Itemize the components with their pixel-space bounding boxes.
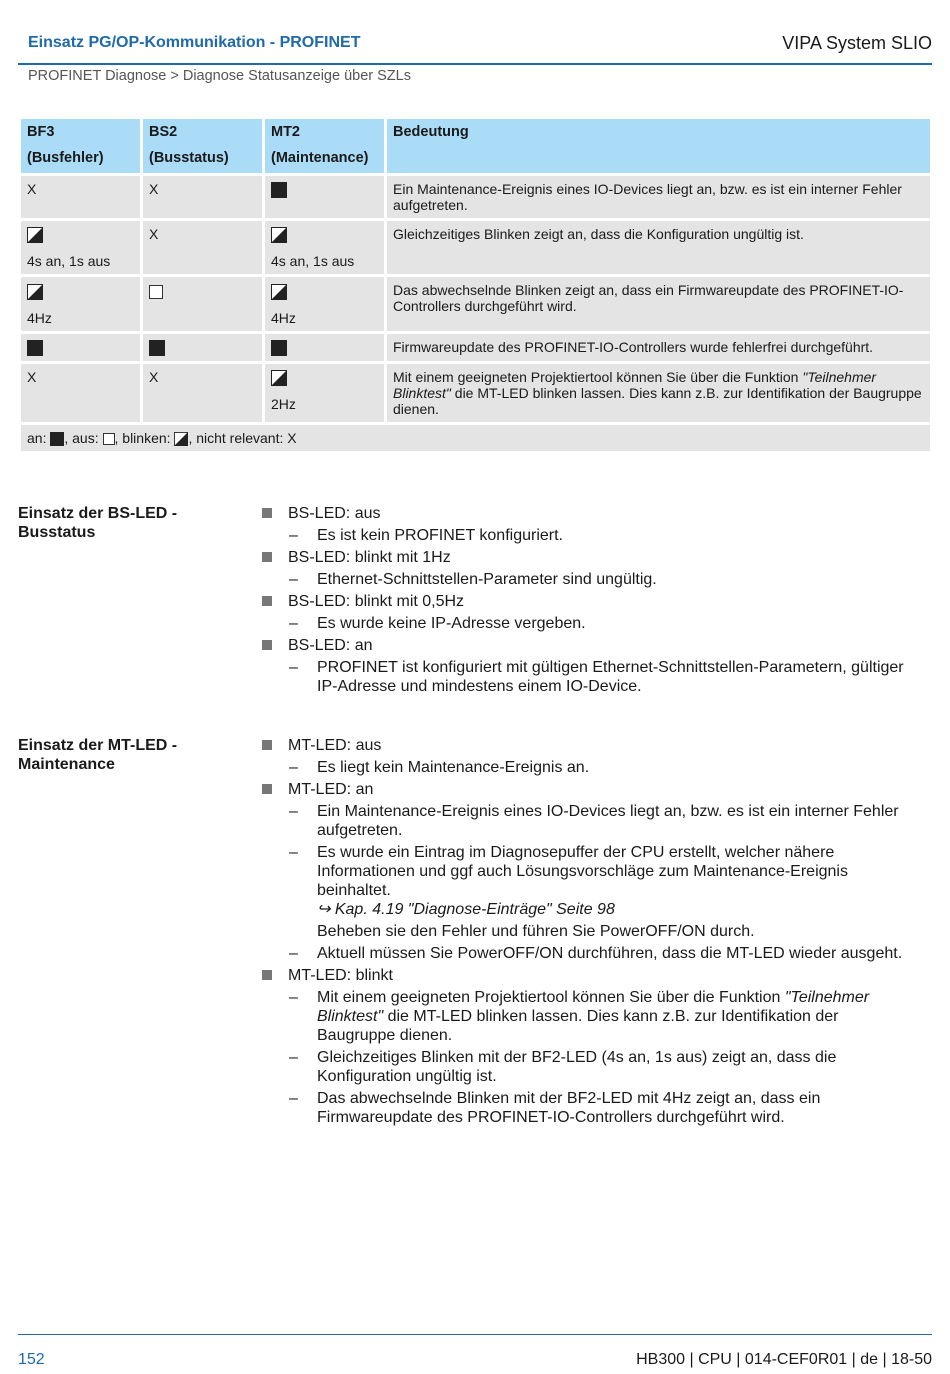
legend-off-label: , aus: bbox=[64, 429, 99, 446]
legend-irrelevant-label: , nicht relevant: X bbox=[188, 429, 297, 446]
blink-frequency: 4Hz bbox=[271, 309, 296, 326]
section-body bbox=[260, 504, 920, 699]
cross-reference-text: Kap. 4.19 "Diagnose-Einträge" Seite 98 bbox=[334, 901, 615, 918]
led-on-icon bbox=[271, 182, 287, 198]
table-row bbox=[21, 364, 930, 422]
document-id: HB300 | CPU | 014-CEF0R01 | de | 18-50 bbox=[636, 1351, 932, 1368]
cell-bf3 bbox=[21, 221, 140, 274]
breadcrumb: PROFINET Diagnose > Diagnose Statusanzeige über SZLs bbox=[28, 68, 411, 84]
led-blink-icon bbox=[271, 227, 287, 243]
table-row bbox=[21, 176, 930, 218]
blink-frequency: 4s an, 1s aus bbox=[271, 253, 355, 270]
led-on-icon bbox=[27, 340, 43, 356]
cell-bs2: X bbox=[143, 364, 262, 422]
col-header-bs2: BS2 (Busstatus) bbox=[143, 119, 262, 173]
list-subitem: – Es wurde keine IP-Adresse vergeben. bbox=[260, 614, 920, 633]
list-item: MT-LED: aus bbox=[260, 736, 920, 755]
list-item: MT-LED: an bbox=[260, 780, 920, 799]
meaning-text: Mit einem geeigneten Projektiertool können Sie über die Funktion bbox=[393, 368, 803, 385]
list-item: BS-LED: an bbox=[260, 636, 920, 655]
list-subitem: – Es liegt kein Maintenance-Ereignis an. bbox=[260, 758, 920, 777]
product-name: VIPA System SLIO bbox=[782, 33, 932, 53]
cell-meaning bbox=[387, 364, 930, 422]
footer-rule bbox=[18, 1334, 932, 1335]
subitem-text: Es wurde ein Eintrag im Diagnosepuffer der CPU erstellt, welcher nähere Informationen und ggf auch Lösungsvorschläge zum Maintenance-Ereignis beinhaltet. bbox=[317, 844, 848, 899]
led-blink-icon bbox=[27, 227, 43, 243]
list-subitem: – Gleichzeitiges Blinken mit der BF2-LED (4s an, 1s aus) zeigt an, dass die Konfiguration ungültig ist. bbox=[260, 1048, 920, 1086]
legend bbox=[21, 425, 930, 451]
meaning-text: die MT-LED blinken lassen. Dies kann z.B. zur Identifikation der Baugruppe dienen. bbox=[393, 384, 922, 417]
cell-bs2: X bbox=[143, 176, 262, 218]
cell-bs2: X bbox=[143, 221, 262, 274]
list-subitem bbox=[260, 988, 920, 1045]
col-header-meaning: Bedeutung bbox=[387, 119, 930, 173]
legend-blink-label: , blinken: bbox=[114, 429, 171, 446]
legend-row bbox=[21, 425, 930, 451]
subitem-text: Mit einem geeigneten Projektiertool können Sie über die Funktion bbox=[317, 989, 785, 1006]
cell-bf3 bbox=[21, 334, 140, 361]
list-subitem: – Es ist kein PROFINET konfiguriert. bbox=[260, 526, 920, 545]
table-row bbox=[21, 221, 930, 274]
cell-bs2 bbox=[143, 277, 262, 330]
led-on-icon bbox=[271, 340, 287, 356]
col-header-bf3: BF3 (Busfehler) bbox=[21, 119, 140, 173]
cell-mt2 bbox=[265, 176, 384, 218]
header-rule bbox=[18, 63, 932, 65]
table-row bbox=[21, 277, 930, 330]
list-subitem: – Ein Maintenance-Ereignis eines IO-Devices liegt an, bzw. es ist ein interner Fehler aufgetreten. bbox=[260, 802, 920, 840]
led-blink-icon bbox=[271, 284, 287, 300]
led-blink-icon bbox=[271, 370, 287, 386]
led-on-icon bbox=[50, 432, 64, 446]
blink-frequency: 4Hz bbox=[27, 309, 52, 326]
list-subitem bbox=[260, 843, 920, 941]
chapter-title: Einsatz PG/OP-Kommunikation - PROFINET bbox=[28, 34, 361, 51]
list-subitem: – PROFINET ist konfiguriert mit gültigen Ethernet-Schnittstellen-Parametern, gültiger IP-Adresse und mindestens einem IO-Device. bbox=[260, 658, 920, 696]
section-title: Einsatz der BS-LED - Busstatus bbox=[18, 505, 178, 541]
list-item: BS-LED: blinkt mit 0,5Hz bbox=[260, 592, 920, 611]
list-subitem: – Das abwechselnde Blinken mit der BF2-LED mit 4Hz zeigt an, dass ein Firmwareupdate des PROFINET-IO-Controllers durchgeführt wird. bbox=[260, 1089, 920, 1127]
list-item: BS-LED: blinkt mit 1Hz bbox=[260, 548, 920, 567]
led-off-icon bbox=[149, 285, 163, 299]
cell-mt2 bbox=[265, 277, 384, 330]
blink-frequency: 2Hz bbox=[271, 396, 296, 413]
legend-on-label: an: bbox=[27, 429, 47, 446]
function-name: "Teilnehmer Blinktest" bbox=[317, 989, 870, 1025]
led-status-table bbox=[18, 116, 933, 454]
subitem-text: Beheben sie den Fehler und führen Sie PowerOFF/ON durch. bbox=[317, 923, 755, 940]
table-header-row bbox=[21, 119, 930, 173]
cell-meaning: Das abwechselnde Blinken zeigt an, dass ein Firmwareupdate des PROFINET-IO-Controllers durchgeführt wird. bbox=[387, 277, 930, 330]
led-on-icon bbox=[149, 340, 165, 356]
cell-bf3: X bbox=[21, 176, 140, 218]
table-row bbox=[21, 334, 930, 361]
subitem-text: die MT-LED blinken lassen. Dies kann z.B. zur Identifikation der Baugruppe dienen. bbox=[317, 1008, 839, 1044]
section-body bbox=[260, 736, 920, 1130]
cross-reference-link[interactable] bbox=[317, 900, 920, 919]
cell-meaning: Gleichzeitiges Blinken zeigt an, dass die Konfiguration ungültig ist. bbox=[387, 221, 930, 274]
section-title: Einsatz der MT-LED - Maintenance bbox=[18, 737, 178, 773]
cell-bf3 bbox=[21, 277, 140, 330]
cell-mt2 bbox=[265, 364, 384, 422]
cell-bs2 bbox=[143, 334, 262, 361]
cell-mt2 bbox=[265, 334, 384, 361]
page-number: 152 bbox=[18, 1351, 45, 1368]
cell-meaning: Firmwareupdate des PROFINET-IO-Controllers wurde fehlerfrei durchgeführt. bbox=[387, 334, 930, 361]
cell-meaning: Ein Maintenance-Ereignis eines IO-Devices liegt an, bzw. es ist ein interner Fehler aufgetreten. bbox=[387, 176, 930, 218]
led-blink-icon bbox=[174, 432, 188, 446]
list-item: BS-LED: aus bbox=[260, 504, 920, 523]
blink-frequency: 4s an, 1s aus bbox=[27, 253, 111, 270]
list-item: MT-LED: blinkt bbox=[260, 966, 920, 985]
list-subitem: – Aktuell müssen Sie PowerOFF/ON durchführen, dass die MT-LED wieder ausgeht. bbox=[260, 944, 920, 963]
list-subitem: – Ethernet-Schnittstellen-Parameter sind ungültig. bbox=[260, 570, 920, 589]
function-name: "Teilnehmer Blinktest" bbox=[393, 368, 877, 401]
led-blink-icon bbox=[27, 284, 43, 300]
led-off-icon bbox=[103, 433, 115, 445]
arrow-ref-icon: ↪ bbox=[317, 901, 331, 918]
cell-mt2 bbox=[265, 221, 384, 274]
cell-bf3: X bbox=[21, 364, 140, 422]
col-header-mt2: MT2 (Maintenance) bbox=[265, 119, 384, 173]
